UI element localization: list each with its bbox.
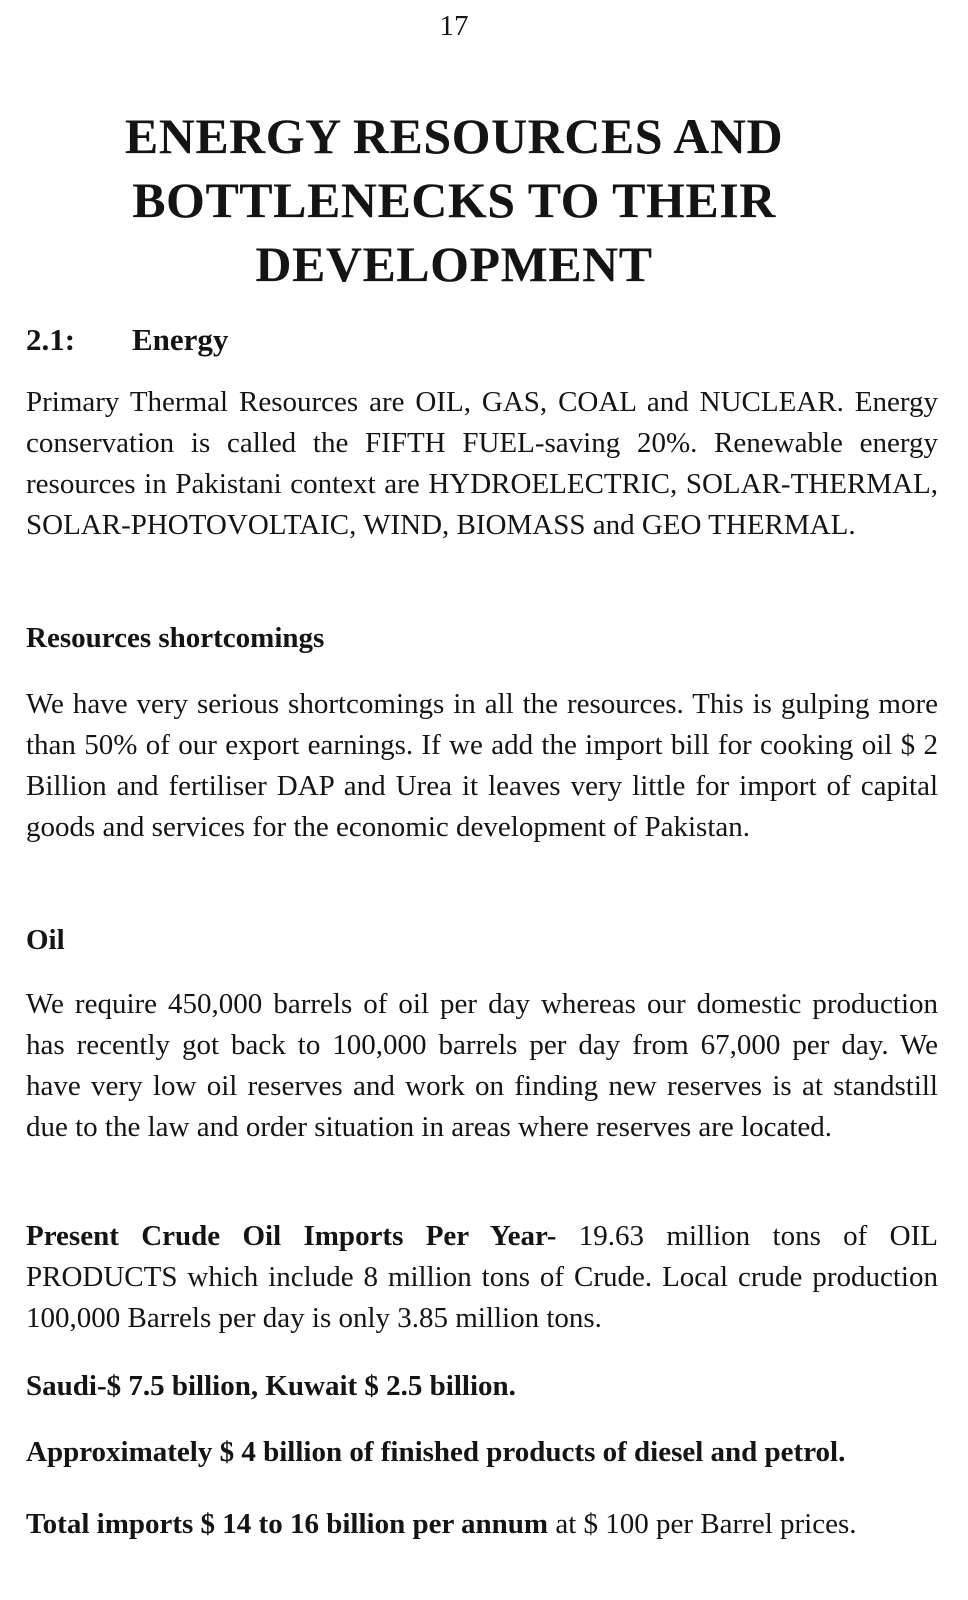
chapter-title-line-3: DEVELOPMENT <box>255 236 653 292</box>
page-number: 17 <box>439 10 469 42</box>
section-number: 2.1: <box>26 322 76 357</box>
imports-paragraph <box>26 1216 938 1339</box>
oil-heading: Oil <box>26 924 65 956</box>
chapter-title <box>0 104 934 296</box>
chapter-title-line-2: BOTTLENECKS TO THEIR <box>132 172 776 228</box>
chapter-title-line-1: ENERGY RESOURCES AND <box>124 108 784 164</box>
resources-shortcomings-heading: Resources shortcomings <box>26 622 325 654</box>
approx-line: Approximately $ 4 billion of finished products of diesel and petrol. <box>26 1436 846 1468</box>
oil-paragraph: We require 450,000 barrels of oil per day whereas our domestic production has recently got back to 100,000 barrels per day from 67,000 per day. We have very low oil reserves and work on finding new reserves is at standstill due to the law and order situation in areas where reserves are located. <box>26 988 938 1143</box>
total-imports-rest: at $ 100 per Barrel prices. <box>548 1508 857 1540</box>
imports-text: 19.63 million tons of OIL PRODUCTS which include 8 million tons of Crude. Local crude production 100,000 Barrels per day is only 3.85 million tons. <box>26 1220 938 1334</box>
section-heading <box>26 322 228 358</box>
section-title: Energy <box>132 322 229 357</box>
energy-paragraph: Primary Thermal Resources are OIL, GAS, COAL and NUCLEAR. Energy conservation is called the FIFTH FUEL-saving 20%. Renewable energy resources in Pakistani context are HYDROELECTRIC, SOLAR-THERMAL, SOLAR-PHOTOVOLTAIC, WIND, BIOMASS and GEO THERMAL. <box>26 386 938 541</box>
resources-paragraph: We have very serious shortcomings in all the resources. This is gulping more than 50% of our export earnings. If we add the import bill for cooking oil $ 2 Billion and fertiliser DAP and Urea it leaves very little for import of capital goods and services for the economic development of Pakistan. <box>26 688 938 843</box>
total-imports-bold: Total imports $ 14 to 16 billion per annum <box>26 1508 549 1540</box>
imports-label: Present Crude Oil Imports Per Year- <box>26 1220 557 1252</box>
total-imports-line <box>26 1504 938 1545</box>
saudi-kuwait-line: Saudi-$ 7.5 billion, Kuwait $ 2.5 billion. <box>26 1370 516 1402</box>
